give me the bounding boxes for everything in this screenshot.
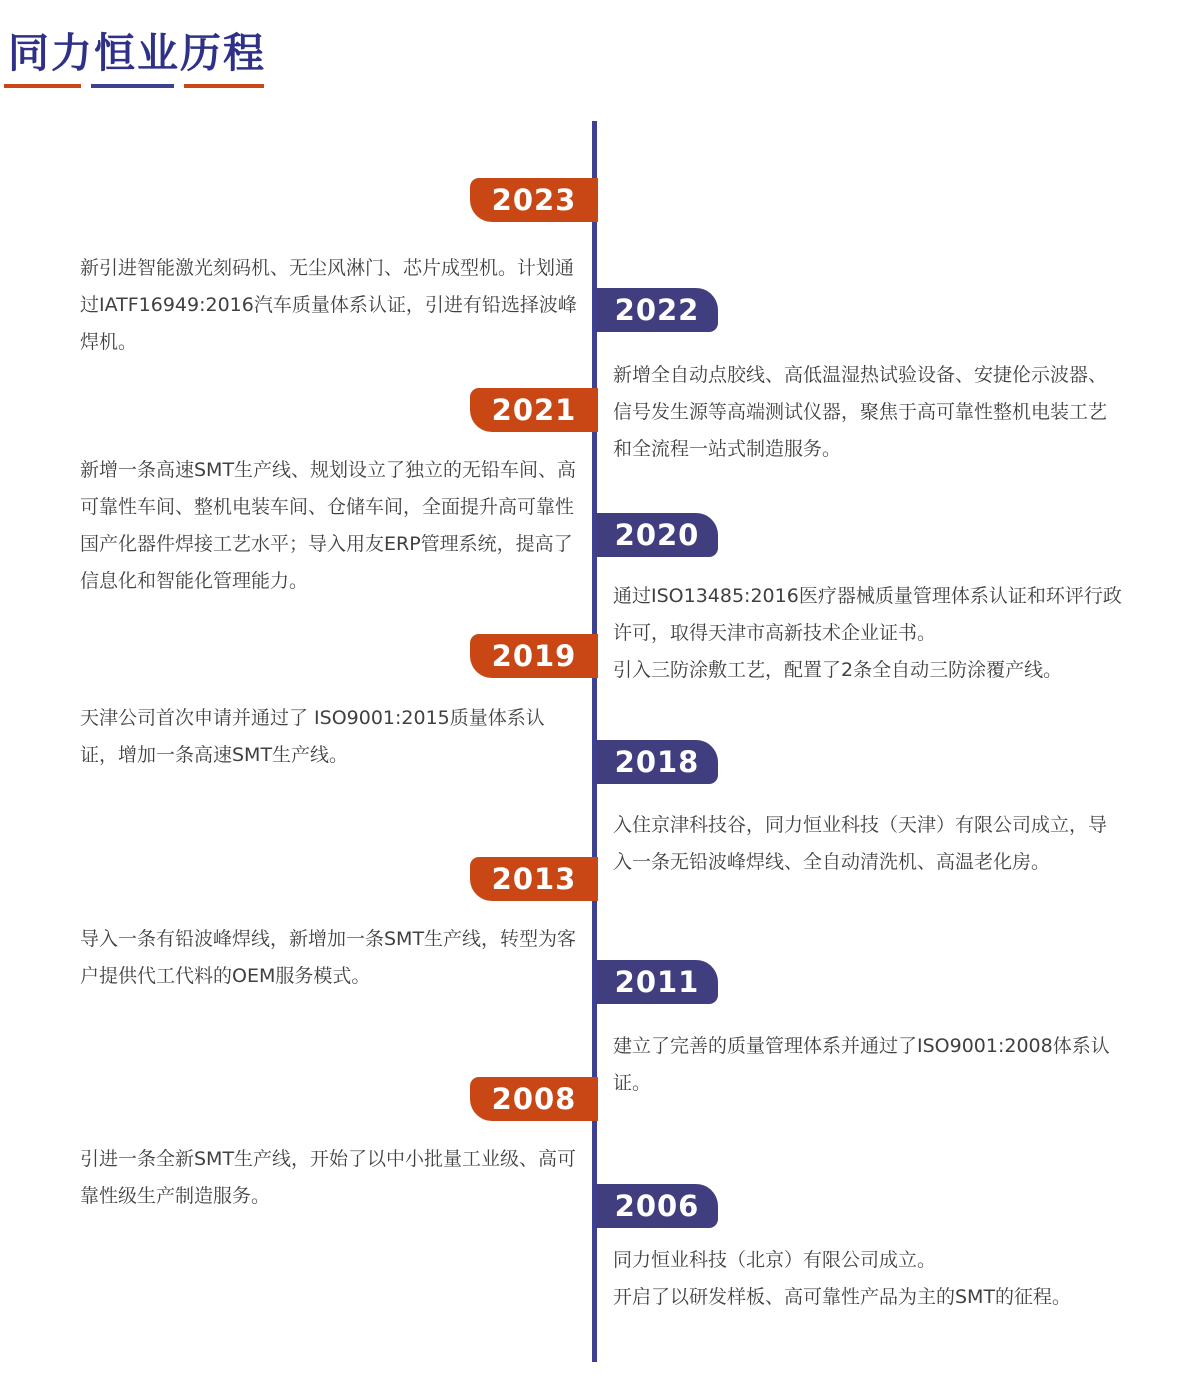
year-badge-2020: 2020 [596, 513, 718, 557]
year-badge-2018: 2018 [596, 740, 718, 784]
milestone-text-2013: 导入一条有铅波峰焊线，新增加一条SMT生产线，转型为客户提供代工代料的OEM服务模式。 [80, 928, 577, 987]
underline-segment-orange [184, 84, 264, 88]
year-badge-2006: 2006 [596, 1184, 718, 1228]
milestone-text-2006: 同力恒业科技（北京）有限公司成立。 开启了以研发样板、高可靠性产品为主的SMT的征程。 [613, 1249, 1072, 1308]
milestone-text-2018: 入住京津科技谷，同力恒业科技（天津）有限公司成立，导入一条无铅波峰焊线、全自动清洗机、高温老化房。 [613, 814, 1108, 873]
underline-segment-blue [91, 84, 174, 88]
title-underline [4, 84, 264, 88]
milestone-text-2022: 新增全自动点胶线、高低温湿热试验设备、安捷伦示波器、信号发生源等高端测试仪器，聚焦于高可靠性整机电装工艺和全流程一站式制造服务。 [613, 364, 1108, 460]
underline-segment-orange [4, 84, 81, 88]
milestone-text-2021: 新增一条高速SMT生产线、规划设立了独立的无铅车间、高可靠性车间、整机电装车间、仓储车间，全面提升高可靠性国产化器件焊接工艺水平；导入用友ERP管理系统，提高了信息化和智能化管理能力。 [80, 459, 577, 592]
milestone-text-2020: 通过ISO13485:2016医疗器械质量管理体系认证和环评行政许可，取得天津市高新技术企业证书。 引入三防涂敷工艺，配置了2条全自动三防涂覆产线。 [613, 585, 1122, 681]
page-title: 同力恒业历程 [8, 29, 266, 77]
year-badge-2019: 2019 [470, 634, 598, 678]
milestone-text-2023: 新引进智能激光刻码机、无尘风淋门、芯片成型机。计划通过IATF16949:2016汽车质量体系认证，引进有铅选择波峰焊机。 [80, 257, 577, 353]
milestone-text-2019: 天津公司首次申请并通过了 ISO9001:2015质量体系认证，增加一条高速SMT生产线。 [80, 707, 545, 766]
year-badge-2022: 2022 [596, 288, 718, 332]
year-badge-2023: 2023 [470, 178, 598, 222]
year-badge-2008: 2008 [470, 1077, 598, 1121]
milestone-text-2008: 引进一条全新SMT生产线，开始了以中小批量工业级、高可靠性级生产制造服务。 [80, 1148, 577, 1207]
year-badge-2021: 2021 [470, 388, 598, 432]
year-badge-2013: 2013 [470, 857, 598, 901]
year-badge-2011: 2011 [596, 960, 718, 1004]
milestone-text-2011: 建立了完善的质量管理体系并通过了ISO9001:2008体系认证。 [613, 1035, 1110, 1094]
